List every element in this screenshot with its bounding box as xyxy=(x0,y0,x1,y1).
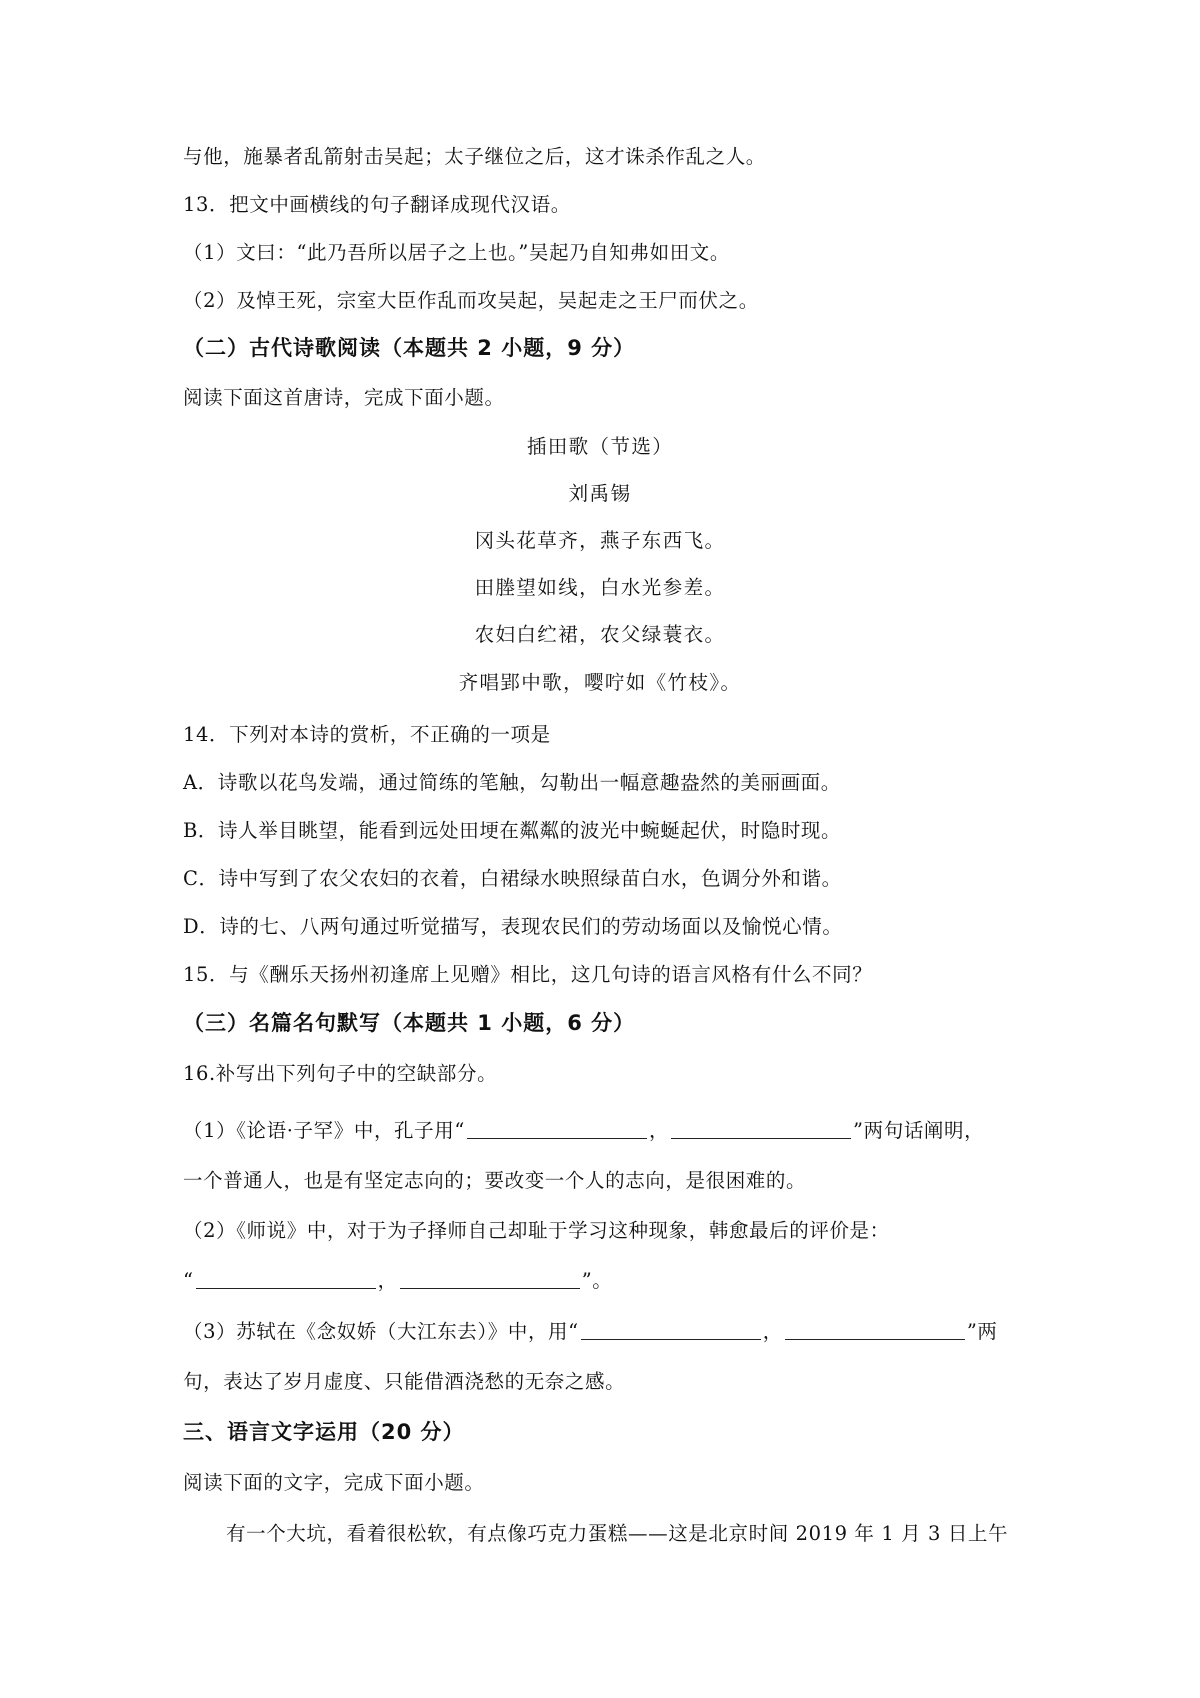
passage-text-line: 与他，施暴者乱箭射击吴起；太子继位之后，这才诛杀作乱之人。 xyxy=(183,145,766,168)
passage-paragraph-start: 有一个大坑，看着很松软，有点像巧克力蛋糕——这是北京时间 2019 年 1 月 3 日上午 xyxy=(226,1522,1009,1545)
answer-blank[interactable] xyxy=(400,1268,580,1289)
section-heading-recitation: （三）名篇名句默写（本题共 1 小题，6 分） xyxy=(183,1011,636,1035)
fill-item-3-cont: 句，表达了岁月虚度、只能借酒浇愁的无奈之感。 xyxy=(183,1370,626,1393)
option-d: D．诗的七、八两句通过听觉描写，表现农民们的劳动场面以及愉悦心情。 xyxy=(183,915,843,938)
instruction-text: 阅读下面这首唐诗，完成下面小题。 xyxy=(183,386,505,409)
fill-text: ”两句话阐明， xyxy=(853,1119,985,1142)
fill-text: ”两 xyxy=(966,1320,998,1343)
poem-author: 刘禹锡 xyxy=(568,482,632,505)
question-13-part-2: （2）及悼王死，宗室大臣作乱而攻吴起，吴起走之王尸而伏之。 xyxy=(183,289,759,312)
fill-text: “ xyxy=(183,1269,194,1292)
fill-item-2: （2）《师说》中，对于为子择师自己却耻于学习这种现象，韩愈最后的评价是： xyxy=(183,1219,890,1242)
section-heading-poetry: （二）古代诗歌阅读（本题共 2 小题，9 分） xyxy=(183,336,636,360)
question-14: 14．下列对本诗的赏析，不正确的一项是 xyxy=(183,723,551,746)
fill-text: ， xyxy=(377,1269,398,1292)
fill-item-1-cont: 一个普通人，也是有坚定志向的；要改变一个人的志向，是很困难的。 xyxy=(183,1169,807,1192)
answer-blank[interactable] xyxy=(671,1118,851,1139)
instruction-text: 阅读下面的文字，完成下面小题。 xyxy=(183,1471,485,1494)
fill-text: ， xyxy=(648,1119,670,1142)
fill-text: ”。 xyxy=(581,1269,613,1292)
answer-blank[interactable] xyxy=(785,1319,965,1340)
fill-text: ， xyxy=(762,1320,783,1343)
question-13: 13．把文中画横线的句子翻译成现代汉语。 xyxy=(183,193,571,216)
question-16: 16.补写出下列句子中的空缺部分。 xyxy=(183,1062,498,1085)
fill-item-3 xyxy=(183,1318,998,1346)
fill-text: （1）《论语·子罕》中，孔子用“ xyxy=(183,1119,465,1142)
poem-line: 田塍望如线，白水光参差。 xyxy=(474,576,726,599)
poem-title: 插田歌（节选） xyxy=(526,435,674,458)
fill-text: （3）苏轼在《念奴娇（大江东去）》中，用“ xyxy=(183,1320,579,1343)
fill-item-1 xyxy=(183,1117,984,1145)
poem-line: 农妇白纻裙，农父绿蓑衣。 xyxy=(474,623,726,646)
poem-line: 冈头花草齐，燕子东西飞。 xyxy=(474,529,726,552)
poem-line: 齐唱郢中歌，嘤咛如《竹枝》。 xyxy=(458,671,742,694)
answer-blank[interactable] xyxy=(581,1319,761,1340)
question-13-part-1: （1）文曰：“此乃吾所以居子之上也。”吴起乃自知弗如田文。 xyxy=(183,241,730,264)
option-b: B．诗人举目眺望，能看到远处田埂在粼粼的波光中蜿蜒起伏，时隐时现。 xyxy=(183,819,842,842)
section-heading-language-use: 三、语言文字运用（20 分） xyxy=(183,1420,465,1444)
option-c: C．诗中写到了农父农妇的衣着，白裙绿水映照绿苗白水，色调分外和谐。 xyxy=(183,867,842,890)
answer-blank[interactable] xyxy=(467,1118,647,1139)
option-a: A．诗歌以花鸟发端，通过简练的笔触，勾勒出一幅意趣盎然的美丽画面。 xyxy=(183,771,841,794)
answer-blank[interactable] xyxy=(196,1268,376,1289)
question-15: 15．与《酬乐天扬州初逢席上见赠》相比，这几句诗的语言风格有什么不同？ xyxy=(183,963,873,986)
fill-item-2-cont xyxy=(183,1267,612,1295)
